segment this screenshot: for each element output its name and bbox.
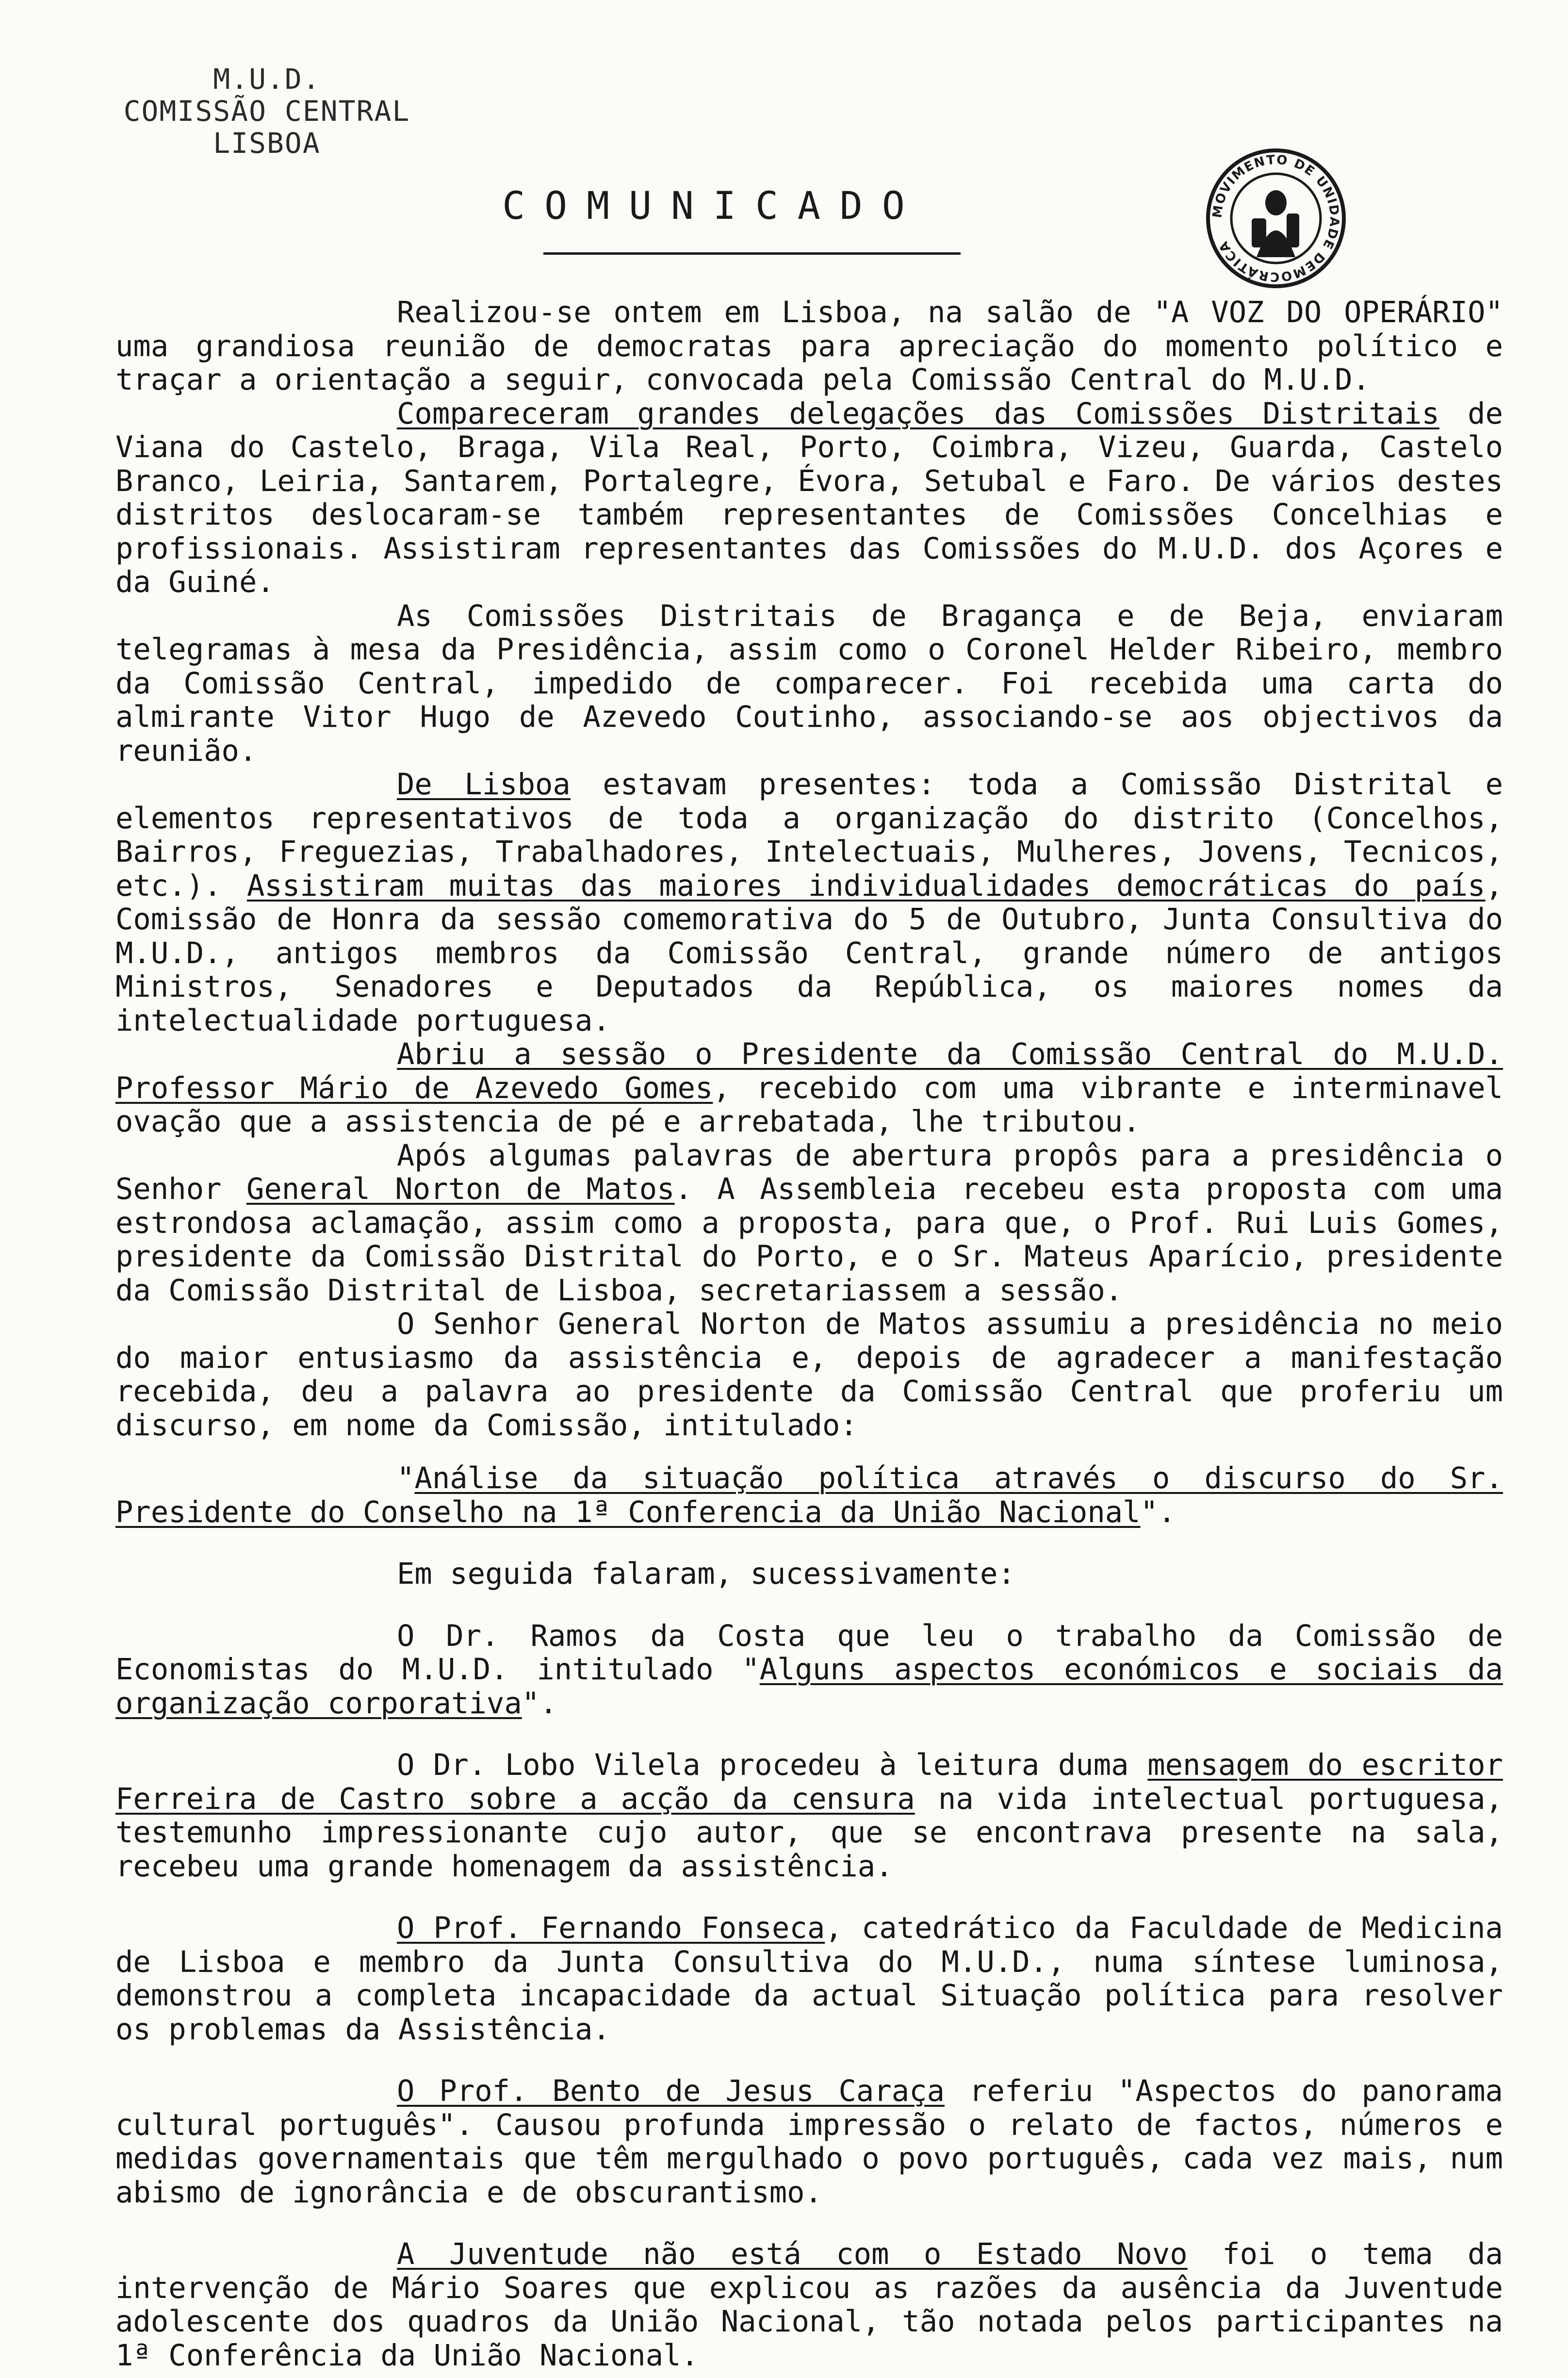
letterhead-committee: COMISSÃO CENTRAL [123, 95, 410, 128]
underlined-phrase: Abriu a sessão o Presidente da Comissão Central do M.U.D. Professor Mário de Azevedo Gomes [115, 1037, 1503, 1105]
paragraph-speech-title: "Análise da situação política através o discurso do Sr. Presidente do Conselho na 1ª Conferencia da União Nacional". [115, 1461, 1503, 1529]
paragraph-bento-caraca: O Prof. Bento de Jesus Caraça referiu "Aspectos do panorama cultural português". Causou profunda impressão o relato de factos, números e medidas governamentais que têm mergulhado o povo português, cada vez mais, num abismo de ignorância e de obscurantismo. [115, 2074, 1503, 2210]
paragraph-juventude: A Juventude não está com o Estado Novo foi o tema da intervenção de Mário Soares que explicou as razões da ausência da Juventude adolescente dos quadros da União Nacional, tão notada pelos participantes na 1ª Conferência da União Nacional. [115, 2237, 1503, 2373]
paragraph-presidency: Após algumas palavras de abertura propôs para a presidência o Senhor General Norton de Matos. A Assembleia recebeu esta proposta com uma estrondosa aclamação, assim como a proposta, para que, o Prof. Rui Luis Gomes, presidente da Comissão Distrital do Porto, e o Sr. Mateus Aparício, presidente da Comissão Distrital de Lisboa, secretariassem a sessão. [115, 1138, 1503, 1308]
document-title: COMUNICADO [502, 184, 924, 228]
paragraph-norton-de-matos: O Senhor General Norton de Matos assumiu a presidência no meio do maior entusiasmo da assistência e, depois de agradecer a manifestação recebida, deu a palavra ao presidente da Comissão Central que proferiu um discurso, em nome da Comissão, intitulado: [115, 1307, 1503, 1443]
underlined-phrase: Análise da situação política através o discurso do Sr. Presidente do Conselho na 1ª Conferencia da União Nacional [115, 1461, 1503, 1529]
paragraph-fernando-fonseca: O Prof. Fernando Fonseca, catedrático da Faculdade de Medicina de Lisboa e membro da Junta Consultiva do M.U.D., numa síntese luminosa, demonstrou a completa incapacidade da actual Situação política para resolver os problemas da Assistência. [115, 1911, 1503, 2047]
paragraph-opening: Abriu a sessão o Presidente da Comissão Central do M.U.D. Professor Mário de Azevedo Gomes, recebido com uma vibrante e interminavel ovação que a assistencia de pé e arrebatada, lhe tributou. [115, 1037, 1503, 1139]
communique-body [115, 296, 1503, 2373]
svg-text:MOVIMENTO DE UNIDADE DEMOCRÁTI [1210, 152, 1341, 284]
paragraph-speakers-intro: Em seguida falaram, sucessivamente: [397, 1557, 1015, 1591]
letterhead [112, 63, 422, 159]
title-underline [543, 252, 961, 255]
underlined-phrase: Alguns aspectos económicos e sociais da organização corporativa [115, 1653, 1503, 1721]
underlined-phrase: Compareceram grandes delegações das Comissões Distritais [397, 396, 1439, 431]
underlined-phrase: Assistiram muitas das maiores individualidades democráticas do país [247, 869, 1486, 903]
seal-text: MOVIMENTO DE UNIDADE DEMOCRÁTICA [1210, 152, 1342, 284]
letterhead-org: M.U.D. [213, 63, 321, 96]
underlined-phrase: De Lisboa [397, 768, 571, 802]
underlined-phrase: mensagem do escritor Ferreira de Castro sobre a acção da censura [115, 1748, 1503, 1816]
paragraph-telegrams: As Comissões Distritais de Bragança e de Beja, enviaram telegramas à mesa da Presidência, assim como o Coronel Helder Ribeiro, membro da Comissão Central, impedido de comparecer. Foi recebida uma carta do almirante Vitor Hugo de Azevedo Coutinho, associando-se aos objectivos da reunião. [115, 599, 1503, 768]
letterhead-city: LISBOA [213, 127, 321, 160]
underlined-phrase: General Norton de Matos [246, 1172, 675, 1206]
underlined-phrase: A Juventude não está com o Estado Novo [397, 2237, 1188, 2271]
paragraph-delegations: Compareceram grandes delegações das Comissões Distritais de Viana do Castelo, Braga, Vila Real, Porto, Coimbra, Vizeu, Guarda, Castelo Branco, Leiria, Santarem, Portalegre, Évora, Setubal e Faro. De vários destes distritos deslocaram-se também representantes de Comissões Concelhias e profissionais. Assistiram representantes das Comissões do M.U.D. dos Açores e da Guiné. [115, 396, 1503, 599]
paragraph-lobo-vilela: O Dr. Lobo Vilela procedeu à leitura duma mensagem do escritor Ferreira de Castro sobre a acção da censura na vida intelectual portuguesa, testemunho impressionante cujo autor, que se encontrava presente na sala, recebeu uma grande homenagem da assistência. [115, 1748, 1503, 1884]
mud-seal-stamp-icon [1203, 146, 1349, 291]
paragraph-meeting: Realizou-se ontem em Lisboa, na salão de "A VOZ DO OPERÁRIO" uma grandiosa reunião de democratas para apreciação do momento político e traçar a orientação a seguir, convocada pela Comissão Central do M.U.D. [115, 295, 1503, 397]
paragraph-ramos-da-costa: O Dr. Ramos da Costa que leu o trabalho da Comissão de Economistas do M.U.D. intitulado "Alguns aspectos económicos e sociais da organização corporativa". [115, 1619, 1503, 1721]
underlined-phrase: O Prof. Fernando Fonseca [397, 1911, 825, 1945]
paragraph-lisbon: De Lisboa estavam presentes: toda a Comissão Distrital e elementos representativos de toda a organização do distrito (Concelhos, Bairros, Freguezias, Trabalhadores, Intelectuais, Mulheres, Jovens, Tecnicos, etc.). Assistiram muitas das maiores individualidades democráticas do país, Comissão de Honra da sessão comemorativa do 5 de Outubro, Junta Consultiva do M.U.D., antigos membros da Comissão Central, grande número de antigos Ministros, Senadores e Deputados da República, os maiores nomes da intelectualidade portuguesa. [115, 768, 1503, 1038]
underlined-phrase: O Prof. Bento de Jesus Caraça [397, 2074, 945, 2108]
